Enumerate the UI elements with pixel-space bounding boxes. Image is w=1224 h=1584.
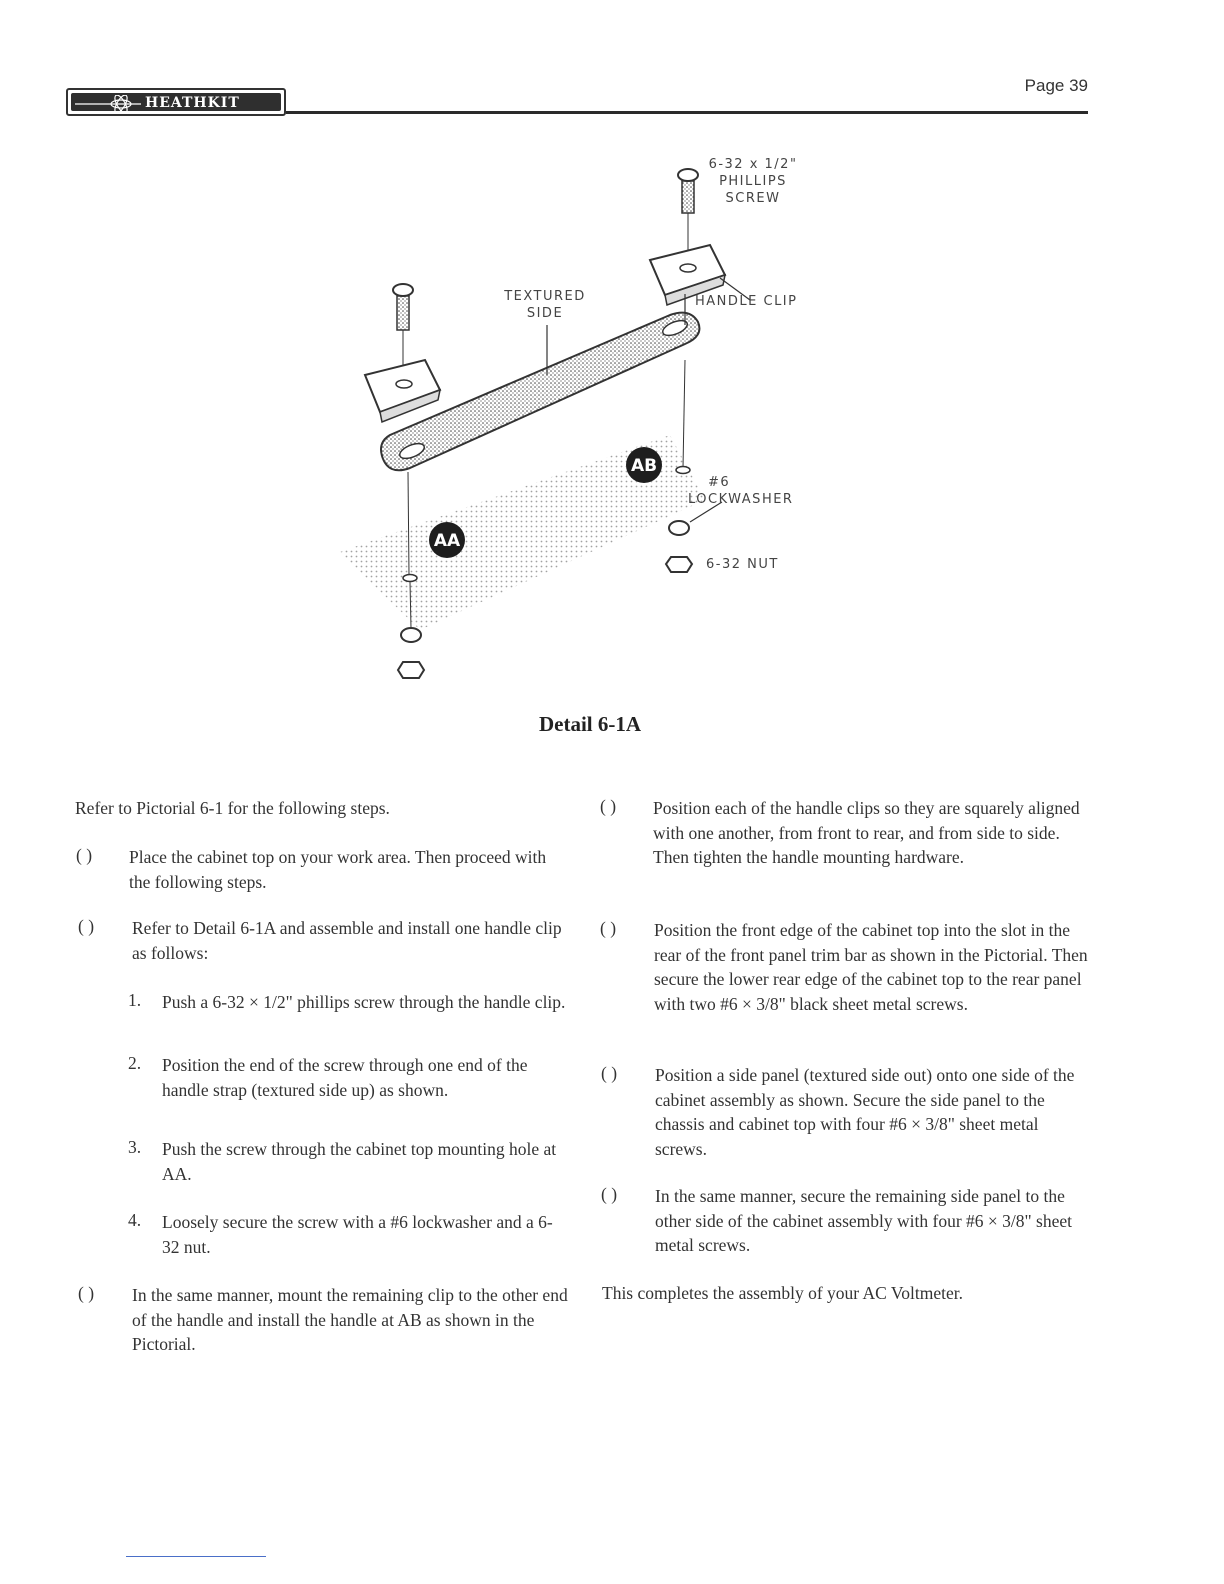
checkbox-step-3[interactable]: ( ) bbox=[78, 1283, 95, 1303]
right-step-2-text: Position the front edge of the cabinet top into the slot in the rear of the front panel trim bar as shown in the Pictorial. Then secure the lower rear edge of the cabinet top to the rear panel with two #6 × 3/8" black sheet metal screws. bbox=[654, 920, 1088, 1014]
substep-number: 2. bbox=[128, 1053, 142, 1073]
header-rule bbox=[286, 111, 1088, 114]
svg-text:AA: AA bbox=[433, 531, 461, 551]
right-screw bbox=[678, 169, 698, 250]
textured-side-label: TEXTURED SIDE bbox=[504, 289, 586, 321]
step-1-text: Place the cabinet top on your work area. Then proceed with the following steps. bbox=[129, 847, 547, 892]
checkbox-right-4[interactable]: ( ) bbox=[601, 1184, 618, 1204]
substep-text: Push the screw through the cabinet top mounting hole at AA. bbox=[162, 1139, 557, 1184]
right-step-1-text: Position each of the handle clips so they are squarely aligned with one another, from front to rear, and from side to side. Then tighten the handle mounting hardware. bbox=[653, 798, 1080, 867]
nut-label: 6-32 NUT bbox=[706, 557, 779, 572]
left-lockwasher bbox=[401, 628, 421, 642]
screw-label: 6-32 x 1/2" PHILLIPS SCREW bbox=[708, 157, 798, 206]
right-step-3-text: Position a side panel (textured side out) onto one side of the cabinet assembly as shown. Secure the side panel to the chassis and cabinet top with four #6 × 3/8" sheet metal screws. bbox=[655, 1065, 1075, 1159]
substep-text: Push a 6-32 × 1/2" phillips screw through the handle clip. bbox=[162, 992, 566, 1012]
left-screw bbox=[393, 284, 413, 365]
right-lockwasher bbox=[669, 521, 689, 535]
closing-text: This completes the assembly of your AC Voltmeter. bbox=[602, 1283, 963, 1303]
checkbox-right-2[interactable]: ( ) bbox=[600, 918, 617, 938]
substep-text: Loosely secure the screw with a #6 lockwasher and a 6-32 nut. bbox=[162, 1212, 553, 1257]
substep-number: 3. bbox=[128, 1137, 142, 1157]
substep-number: 4. bbox=[128, 1210, 142, 1230]
right-step-4-text: In the same manner, secure the remaining side panel to the other side of the cabinet assembly with four #6 × 3/8" sheet metal screws. bbox=[655, 1186, 1072, 1255]
left-nut bbox=[398, 662, 424, 678]
badge-aa bbox=[429, 522, 465, 558]
right-nut bbox=[666, 557, 692, 572]
heathkit-logo bbox=[66, 88, 286, 116]
logo-text: HEATHKIT bbox=[145, 95, 240, 111]
checkbox-right-3[interactable]: ( ) bbox=[601, 1063, 618, 1083]
handle-clip-label: HANDLE CLIP bbox=[695, 294, 798, 309]
step-2-text: Refer to Detail 6-1A and assemble and install one handle clip as follows: bbox=[132, 918, 562, 963]
page-number: Page 39 bbox=[1024, 76, 1088, 95]
left-hole bbox=[403, 575, 417, 582]
assembly-diagram bbox=[330, 150, 850, 690]
footer-rule bbox=[126, 1556, 266, 1557]
badge-ab bbox=[626, 447, 662, 483]
substep-text: Position the end of the screw through one end of the handle strap (textured side up) as shown. bbox=[162, 1055, 528, 1100]
step-3-text: In the same manner, mount the remaining clip to the other end of the handle and install the handle at AB as shown in the Pictorial. bbox=[132, 1285, 568, 1354]
substep-number: 1. bbox=[128, 990, 142, 1010]
svg-text:AB: AB bbox=[630, 456, 658, 476]
checkbox-right-1[interactable]: ( ) bbox=[600, 796, 617, 816]
intro-text: Refer to Pictorial 6-1 for the following steps. bbox=[75, 798, 390, 818]
checkbox-step-1[interactable]: ( ) bbox=[76, 845, 93, 865]
atom-icon bbox=[75, 95, 141, 113]
right-hole bbox=[676, 467, 690, 474]
checkbox-step-2[interactable]: ( ) bbox=[78, 916, 95, 936]
lockwasher-label: #6 LOCKWASHER bbox=[688, 475, 794, 507]
figure-caption: Detail 6-1A bbox=[538, 712, 642, 736]
